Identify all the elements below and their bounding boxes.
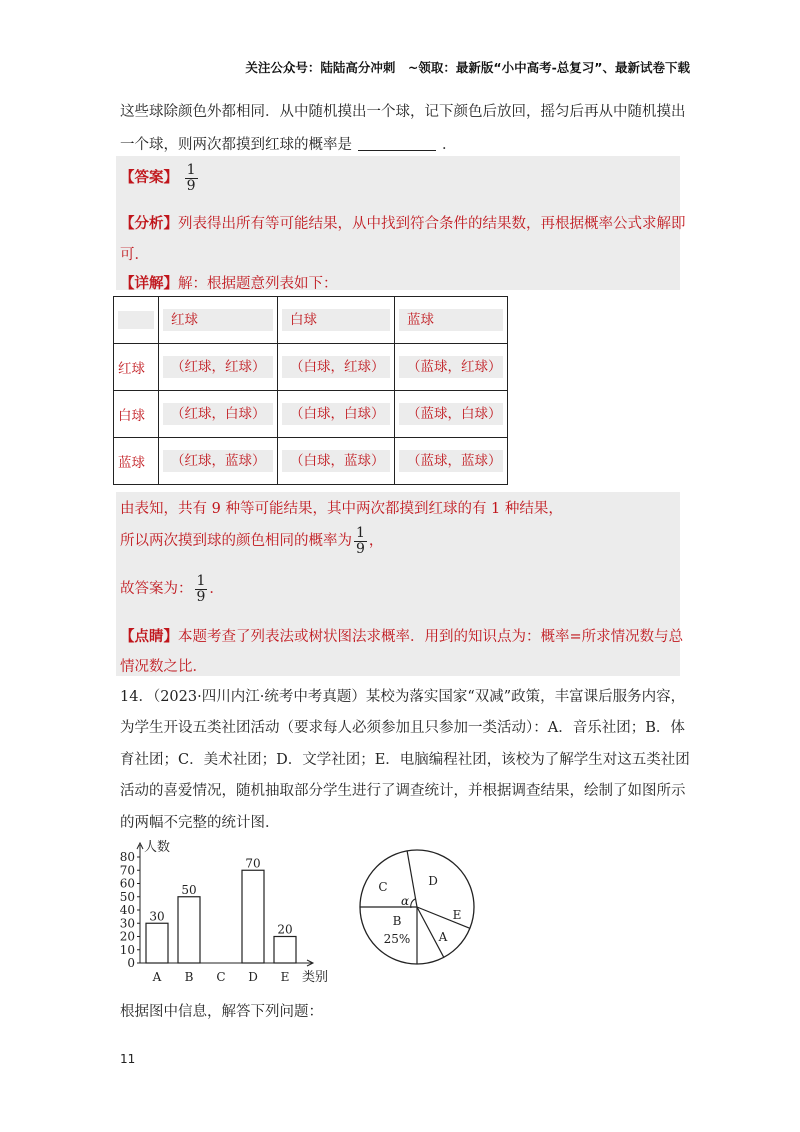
table-cell: （白球，白球） bbox=[278, 391, 395, 438]
conclusion-comma: ， bbox=[368, 533, 384, 550]
q14-line-5: 的两幅不完整的统计图． bbox=[120, 815, 280, 831]
x-tick-label: B bbox=[184, 970, 194, 984]
table-header-row bbox=[114, 297, 508, 344]
conclusion-line-2 bbox=[120, 526, 383, 556]
probability-table bbox=[113, 296, 508, 485]
table-cell: （红球，蓝球） bbox=[159, 438, 278, 485]
fraction-denominator: 9 bbox=[356, 540, 365, 557]
conclusion-line-3 bbox=[120, 574, 224, 604]
q14-line-4: 活动的喜爱情况，随机抽取部分学生进行了调查统计，并根据调查结果，绘制了如图所示 bbox=[120, 783, 686, 799]
conclusion-text: 所以两次摸到球的颜色相同的概率为 bbox=[120, 533, 352, 550]
question-line-1: 这些球除颜色外都相同．从中随机摸出一个球，记下颜色后放回，摇匀后再从中随机摸出 bbox=[120, 104, 686, 120]
pie-slice-label: D bbox=[428, 874, 438, 888]
analysis-text: 列表得出所有等可能结果，从中找到符合条件的结果数，再根据概率公式求解即 bbox=[178, 216, 686, 232]
table-cell: （蓝球，白球） bbox=[395, 391, 508, 438]
conclusion-fraction bbox=[354, 526, 367, 556]
fraction-denominator: 9 bbox=[196, 588, 206, 605]
bar-value-label: 50 bbox=[181, 882, 197, 897]
q14-line-6: 根据图中信息，解答下列问题： bbox=[120, 1004, 323, 1020]
y-axis-label: 人数 bbox=[144, 840, 171, 855]
bar-value-label: 20 bbox=[277, 922, 293, 937]
answer-fraction bbox=[185, 163, 198, 193]
table-header-cell: 白球 bbox=[278, 297, 395, 344]
bar-value-label: 30 bbox=[149, 909, 165, 924]
y-tick-label: 60 bbox=[119, 876, 135, 891]
comment-line-2: 情况数之比． bbox=[120, 659, 207, 675]
y-tick-label: 10 bbox=[119, 942, 135, 957]
y-tick-label: 30 bbox=[119, 916, 135, 931]
table-corner bbox=[114, 297, 159, 344]
q14-line-1: 14．（2023·四川内江·统考中考真题）某校为落实国家“双减”政策，丰富课后服务内容， bbox=[120, 689, 686, 705]
x-tick-label: C bbox=[216, 970, 226, 984]
final-period: ． bbox=[209, 581, 224, 598]
q14-line-2: 为学生开设五类社团活动（要求每人必须参加且只参加一类活动）：A．音乐社团；B．体 bbox=[120, 720, 685, 736]
question-period: ． bbox=[442, 137, 457, 153]
table-cell: （蓝球，蓝球） bbox=[395, 438, 508, 485]
x-tick-label: A bbox=[152, 970, 162, 984]
detail-text: 解：根据题意列表如下： bbox=[178, 276, 338, 292]
comment-text: 本题考查了列表法或树状图法求概率．用到的知识点为：概率=所求情况数与总 bbox=[178, 629, 684, 645]
bar-chart bbox=[112, 835, 342, 985]
comment-line-1 bbox=[120, 625, 683, 646]
pie-percent-label: 25% bbox=[383, 932, 411, 946]
y-tick-label: 80 bbox=[119, 850, 135, 864]
question-text: 一个球，则两次都摸到红球的概率是 bbox=[120, 137, 352, 153]
final-answer-text: 故答案为： bbox=[120, 581, 193, 598]
y-tick-label: 40 bbox=[119, 903, 135, 917]
table-cell: （红球，红球） bbox=[159, 344, 278, 391]
x-tick-label: E bbox=[280, 970, 290, 984]
x-axis-label: 类别 bbox=[302, 970, 329, 985]
pie-slice-label: B bbox=[392, 914, 402, 928]
pie-chart bbox=[355, 845, 480, 970]
pie-slice-label: C bbox=[378, 880, 388, 894]
table-row bbox=[114, 344, 508, 391]
table-header-cell: 蓝球 bbox=[395, 297, 508, 344]
table-row-header: 红球 bbox=[114, 344, 159, 391]
table-row-header: 蓝球 bbox=[114, 438, 159, 485]
bar bbox=[178, 897, 200, 963]
bar bbox=[146, 923, 168, 963]
answer-blank bbox=[358, 136, 436, 151]
conclusion-line-1: 由表知，共有 9 种等可能结果，其中两次都摸到红球的有 1 种结果， bbox=[120, 501, 563, 517]
table-header-cell: 红球 bbox=[159, 297, 278, 344]
bar bbox=[274, 937, 296, 964]
y-tick-label: 0 bbox=[127, 956, 135, 970]
question-line-2 bbox=[120, 133, 457, 154]
table-cell: （蓝球，红球） bbox=[395, 344, 508, 391]
page-header: 关注公众号：陆陆高分冲刺 ~领取：最新版“小中高考-总复习”、最新试卷下载 bbox=[245, 60, 690, 75]
y-tick-label: 50 bbox=[119, 889, 135, 904]
q14-line-3: 育社团；C．美术社团；D．文学社团；E．电脑编程社团，该校为了解学生对这五类社团 bbox=[120, 752, 690, 768]
x-tick-label: D bbox=[248, 970, 258, 984]
table-cell: （红球，白球） bbox=[159, 391, 278, 438]
detail-line bbox=[120, 272, 338, 293]
y-tick-label: 70 bbox=[119, 863, 135, 878]
page-number: 11 bbox=[120, 1052, 136, 1066]
y-tick-label: 20 bbox=[119, 929, 135, 944]
pie-slice-label: E bbox=[452, 908, 462, 922]
bar bbox=[242, 870, 264, 963]
table-row-header: 白球 bbox=[114, 391, 159, 438]
fraction-numerator: 1 bbox=[196, 573, 206, 589]
answer-tag: 【答案】 bbox=[120, 169, 178, 187]
detail-tag: 【详解】 bbox=[120, 275, 178, 292]
final-answer-fraction bbox=[195, 574, 208, 604]
table-row bbox=[114, 391, 508, 438]
bar-value-label: 70 bbox=[245, 856, 261, 871]
table-cell: （白球，蓝球） bbox=[278, 438, 395, 485]
analysis-line-1 bbox=[120, 212, 686, 233]
table-row bbox=[114, 438, 508, 485]
table-cell: （白球，红球） bbox=[278, 344, 395, 391]
answer-row bbox=[120, 163, 200, 193]
comment-tag: 【点睛】 bbox=[120, 628, 178, 645]
angle-label: α bbox=[400, 894, 410, 908]
fraction-numerator: 1 bbox=[356, 525, 365, 541]
analysis-tag: 【分析】 bbox=[120, 215, 178, 232]
pie-slice-label: A bbox=[438, 930, 448, 944]
answer-denominator: 9 bbox=[186, 177, 196, 194]
answer-numerator: 1 bbox=[186, 162, 196, 178]
analysis-line-2: 可． bbox=[120, 247, 149, 263]
